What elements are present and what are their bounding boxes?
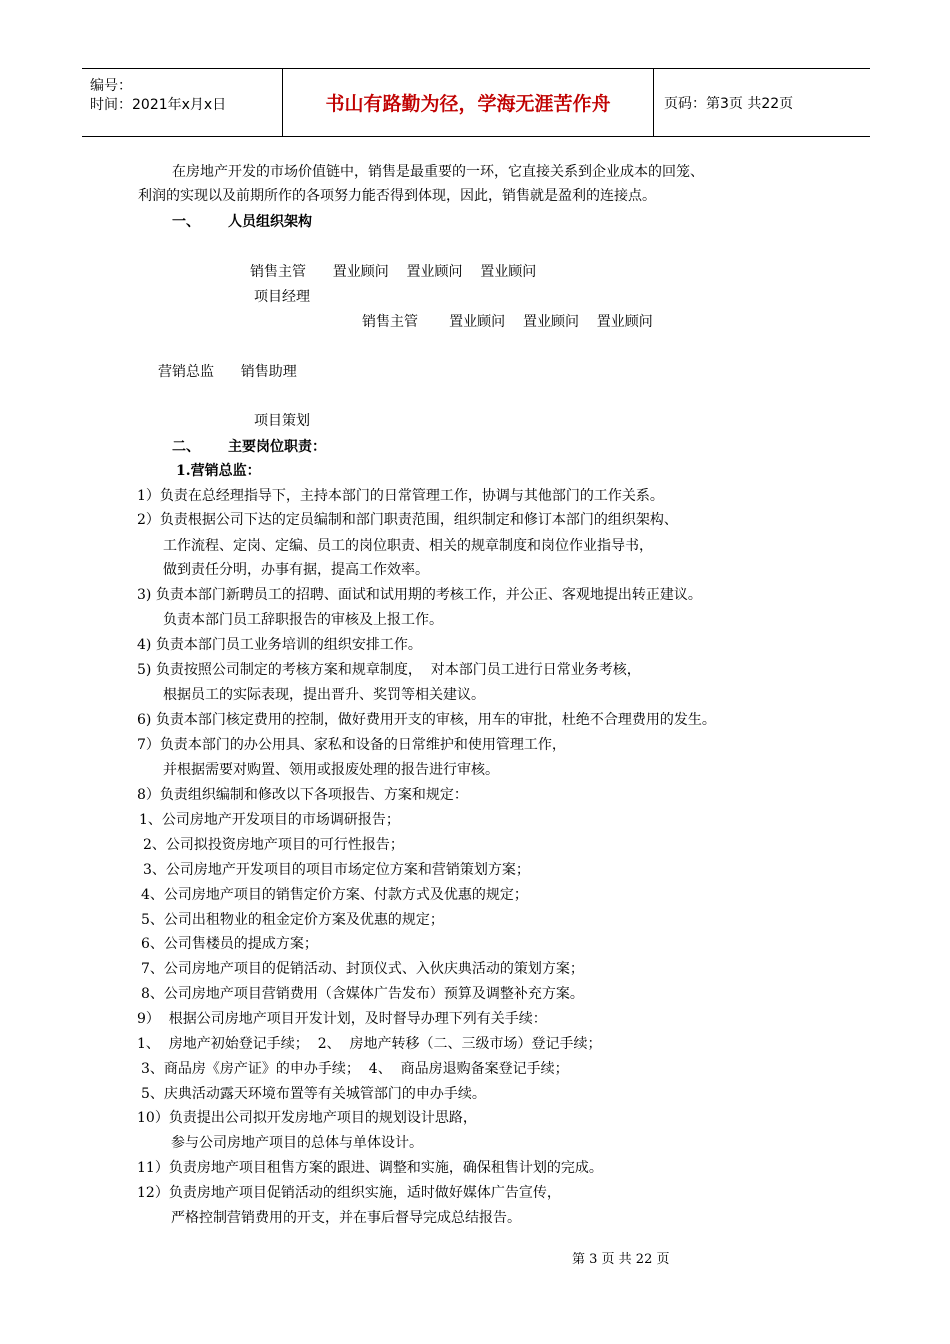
section2-title: 主要岗位职责： bbox=[228, 439, 326, 455]
duty-line: 8、公司房地产项目营销费用（含媒体广告发布）预算及调整补充方案。 bbox=[141, 986, 584, 1002]
duty-line: 5、庆典活动露天环境布置等有关城管部门的申办手续。 bbox=[141, 1086, 486, 1102]
org-row-2: 销售主管 置业顾问 置业顾问 置业顾问 bbox=[362, 314, 653, 330]
duty-line: 并根据需要对购置、领用或报废处理的报告进行审核。 bbox=[163, 762, 499, 778]
duty-line: 3、商品房《房产证》的申办手续； 4、 商品房退购备案登记手续； bbox=[141, 1061, 569, 1077]
duty-line: 6) 负责本部门核定费用的控制，做好费用开支的审核，用车的审批，杜绝不合理费用的发生。 bbox=[137, 712, 716, 728]
org-project-manager: 项目经理 bbox=[254, 289, 310, 305]
header-page-label: 页码：第3页 共22页 bbox=[664, 95, 794, 112]
duty-line: 3) 负责本部门新聘员工的招聘、面试和试用期的考核工作，并公正、客观地提出转正建议。 bbox=[137, 587, 702, 603]
section2-number: 二、 bbox=[172, 439, 200, 455]
duty-line: 10）负责提出公司拟开发房地产项目的规划设计思路， bbox=[137, 1110, 477, 1126]
duty-line: 9） 根据公司房地产项目开发计划，及时督导办理下列有关手续： bbox=[137, 1011, 547, 1027]
header-motto: 书山有路勤为径，学海无涯苦作舟 bbox=[283, 69, 654, 136]
duty-line: 1）负责在总经理指导下，主持本部门的日常管理工作，协调与其他部门的工作关系。 bbox=[137, 488, 664, 504]
duty-line: 5、公司出租物业的租金定价方案及优惠的规定； bbox=[141, 912, 444, 928]
duty-line: 1、公司房地产开发项目的市场调研报告； bbox=[139, 812, 400, 828]
duty-line: 2、公司拟投资房地产项目的可行性报告； bbox=[143, 837, 404, 853]
duty-line: 4) 负责本部门员工业务培训的组织安排工作。 bbox=[137, 637, 422, 653]
duty-line: 根据员工的实际表现，提出晋升、奖罚等相关建议。 bbox=[163, 687, 485, 703]
duty-line: 2）负责根据公司下达的定员编制和部门职责范围，组织制定和修订本部门的组织架构、 bbox=[137, 512, 678, 528]
header-left-cell bbox=[82, 69, 283, 136]
duty-line: 负责本部门员工辞职报告的审核及上报工作。 bbox=[163, 612, 443, 628]
doc-date-label: 时间：2021年x月x日 bbox=[90, 97, 227, 113]
duty-line: 工作流程、定岗、定编、员工的岗位职责、相关的规章制度和岗位作业指导书， bbox=[163, 538, 653, 554]
intro-line-1: 在房地产开发的市场价值链中，销售是最重要的一环，它直接关系到企业成本的回笼、 bbox=[172, 164, 704, 180]
duty-line: 7、公司房地产项目的促销活动、封顶仪式、入伙庆典活动的策划方案； bbox=[141, 961, 584, 977]
org-project-planning: 项目策划 bbox=[254, 413, 310, 429]
doc-number-label: 编号： bbox=[90, 78, 132, 94]
duty-line: 3、公司房地产开发项目的项目市场定位方案和营销策划方案； bbox=[143, 862, 530, 878]
duty-line: 7）负责本部门的办公用具、家私和设备的日常维护和使用管理工作， bbox=[137, 737, 566, 753]
duty-line: 8）负责组织编制和修改以下各项报告、方案和规定： bbox=[137, 787, 468, 803]
duty-line: 参与公司房地产项目的总体与单体设计。 bbox=[171, 1135, 423, 1151]
duty-line: 6、公司售楼员的提成方案； bbox=[141, 936, 318, 952]
duty-line: 5) 负责按照公司制定的考核方案和规章制度， 对本部门员工进行日常业务考核， bbox=[137, 662, 641, 678]
sub-heading-marketing-director: 1.营销总监： bbox=[176, 463, 261, 479]
page-header bbox=[82, 68, 870, 137]
duty-line: 11）负责房地产项目租售方案的跟进、调整和实施，确保租售计划的完成。 bbox=[137, 1160, 603, 1176]
duty-line: 12）负责房地产项目促销活动的组织实施，适时做好媒体广告宣传， bbox=[137, 1185, 561, 1201]
org-row-3: 营销总监 销售助理 bbox=[158, 364, 297, 380]
section1-number: 一、 bbox=[172, 214, 200, 230]
duty-line: 1、 房地产初始登记手续； 2、 房地产转移（二、三级市场）登记手续； bbox=[137, 1036, 602, 1052]
section1-title: 人员组织架构 bbox=[228, 214, 312, 230]
org-row-1: 销售主管 置业顾问 置业顾问 置业顾问 bbox=[250, 264, 537, 280]
duty-line: 严格控制营销费用的开支，并在事后督导完成总结报告。 bbox=[171, 1210, 521, 1226]
intro-line-2: 利润的实现以及前期所作的各项努力能否得到体现，因此，销售就是盈利的连接点。 bbox=[138, 188, 656, 204]
page-footer: 第 3 页 共 22 页 bbox=[572, 1252, 670, 1267]
duty-line: 4、公司房地产项目的销售定价方案、付款方式及优惠的规定； bbox=[141, 887, 528, 903]
duty-line: 做到责任分明，办事有据，提高工作效率。 bbox=[163, 562, 429, 578]
